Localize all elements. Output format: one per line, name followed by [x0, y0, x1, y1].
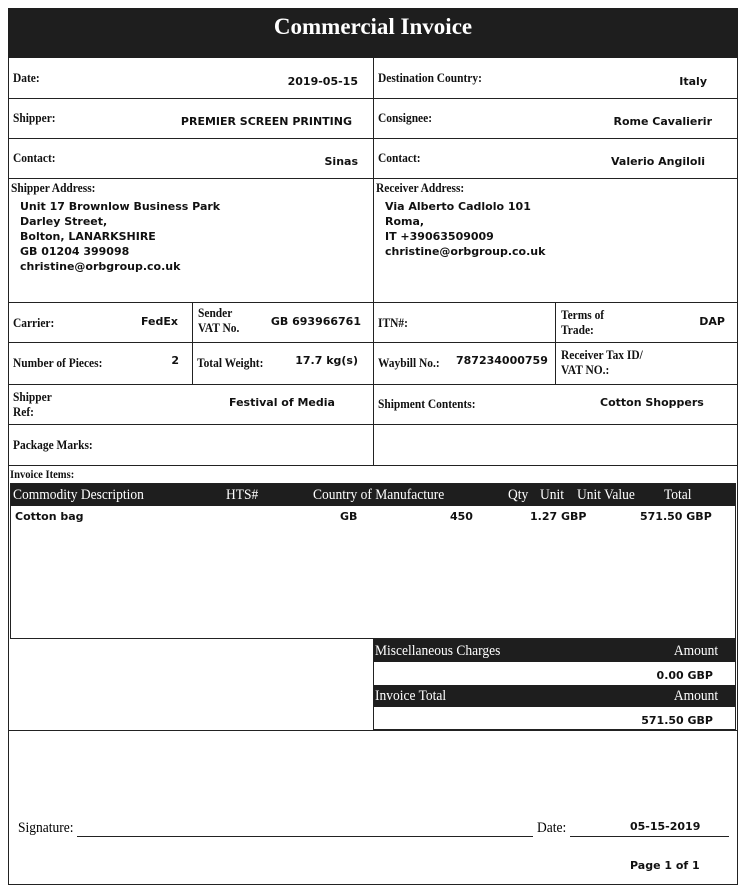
invoice-title: Commercial Invoice: [8, 8, 738, 58]
misc-charges-amount: 0.00 GBP: [656, 669, 713, 682]
destination-country-value: Italy: [679, 75, 707, 88]
package-marks-label: Package Marks:: [13, 437, 93, 452]
shipper-address-line: GB 01204 399098: [20, 245, 130, 258]
col-unit-value: Unit Value: [577, 487, 635, 503]
receiver-address-line: christine@orbgroup.co.uk: [385, 245, 546, 258]
consignee-contact-label: Contact:: [378, 150, 421, 165]
invoice-total-amount-header: Amount: [673, 688, 718, 704]
shipper-address-line: Bolton, LANARKSHIRE: [20, 230, 156, 243]
shipper-address-line: Unit 17 Brownlow Business Park: [20, 200, 221, 213]
row-divider: [8, 178, 738, 179]
shipper-address-line: christine@orbgroup.co.uk: [20, 260, 181, 273]
waybill-label: Waybill No.:: [378, 355, 440, 370]
consignee-contact-value: Valerio Angiloli: [610, 155, 705, 168]
row-divider: [8, 424, 738, 425]
receiver-address-line: Via Alberto Cadlolo 101: [385, 200, 531, 213]
waybill-value: 787234000759: [456, 354, 548, 367]
shipper-address-line: Darley Street,: [20, 215, 108, 228]
itn-label: ITN#:: [378, 315, 408, 330]
terms-of-trade-value: DAP: [699, 315, 725, 328]
shipper-contact-label: Contact:: [13, 150, 56, 165]
signature-label: Signature:: [18, 820, 74, 836]
consignee-label: Consignee:: [378, 110, 433, 125]
consignee-value: Rome Cavalierir: [613, 115, 712, 128]
shipper-address-label: Shipper Address:: [11, 180, 96, 195]
item-unit-value: 1.27 GBP: [530, 510, 587, 523]
row-divider: [8, 302, 738, 303]
invoice-items-label: Invoice Items:: [10, 467, 75, 481]
destination-country-label: Destination Country:: [378, 70, 482, 85]
row-divider: [8, 465, 738, 466]
col-qty: Qty: [508, 487, 529, 503]
invoice-items-table: [10, 483, 736, 639]
receiver-address-line: IT +39063509009: [385, 230, 494, 243]
signature-line[interactable]: [77, 836, 533, 837]
col-divider: [192, 302, 193, 384]
terms-of-trade-label: Terms of Trade:: [561, 307, 605, 337]
total-weight-label: Total Weight:: [197, 355, 264, 370]
col-country-of-manufacture: Country of Manufacture: [313, 487, 445, 503]
item-description: Cotton bag: [15, 510, 84, 523]
shipper-label: Shipper:: [13, 110, 56, 125]
date-label: Date:: [13, 70, 40, 85]
shipment-contents-label: Shipment Contents:: [378, 396, 476, 411]
col-divider: [555, 302, 556, 384]
section-divider: [8, 730, 738, 731]
carrier-label: Carrier:: [13, 315, 55, 330]
footer-date-label: Date:: [537, 820, 567, 836]
receiver-address-label: Receiver Address:: [376, 180, 465, 195]
footer-date-value: 05-15-2019: [630, 820, 701, 833]
number-of-pieces-value: 2: [171, 354, 179, 367]
col-unit: Unit: [540, 487, 565, 503]
date-line: [570, 836, 729, 837]
sender-vat-value: GB 693966761: [270, 315, 361, 328]
item-total: 571.50 GBP: [640, 510, 712, 523]
shipper-contact-value: Sinas: [324, 155, 358, 168]
center-divider: [373, 58, 374, 465]
shipper-value: PREMIER SCREEN PRINTING: [180, 115, 352, 128]
item-country: GB: [340, 510, 358, 523]
row-divider: [8, 98, 738, 99]
receiver-tax-id-label: Receiver Tax ID/ VAT NO.:: [561, 347, 643, 377]
row-divider: [8, 342, 738, 343]
page-indicator: Page 1 of 1: [630, 859, 700, 872]
shipper-ref-label: Shipper Ref:: [13, 389, 52, 419]
number-of-pieces-label: Number of Pieces:: [13, 355, 103, 370]
receiver-address: [385, 199, 545, 259]
carrier-value: FedEx: [140, 315, 178, 328]
col-commodity-description: Commodity Description: [13, 487, 144, 503]
item-qty: 450: [450, 510, 473, 523]
invoice-total-amount: 571.50 GBP: [641, 714, 713, 727]
total-weight-value: 17.7 kg(s): [295, 354, 358, 367]
shipper-address: [20, 199, 220, 274]
row-divider: [8, 384, 738, 385]
shipper-ref-value: Festival of Media: [229, 396, 335, 409]
receiver-address-line: Roma,: [385, 215, 425, 228]
misc-charges-title: Miscellaneous Charges: [375, 643, 501, 659]
misc-charges-amount-header: Amount: [673, 643, 718, 659]
date-value: 2019-05-15: [287, 75, 358, 88]
col-hts: HTS#: [226, 487, 259, 503]
shipment-contents-value: Cotton Shoppers: [600, 396, 704, 409]
sender-vat-label: Sender VAT No.: [198, 305, 240, 335]
invoice-total-title: Invoice Total: [375, 688, 447, 704]
row-divider: [8, 138, 738, 139]
col-total: Total: [664, 487, 692, 503]
